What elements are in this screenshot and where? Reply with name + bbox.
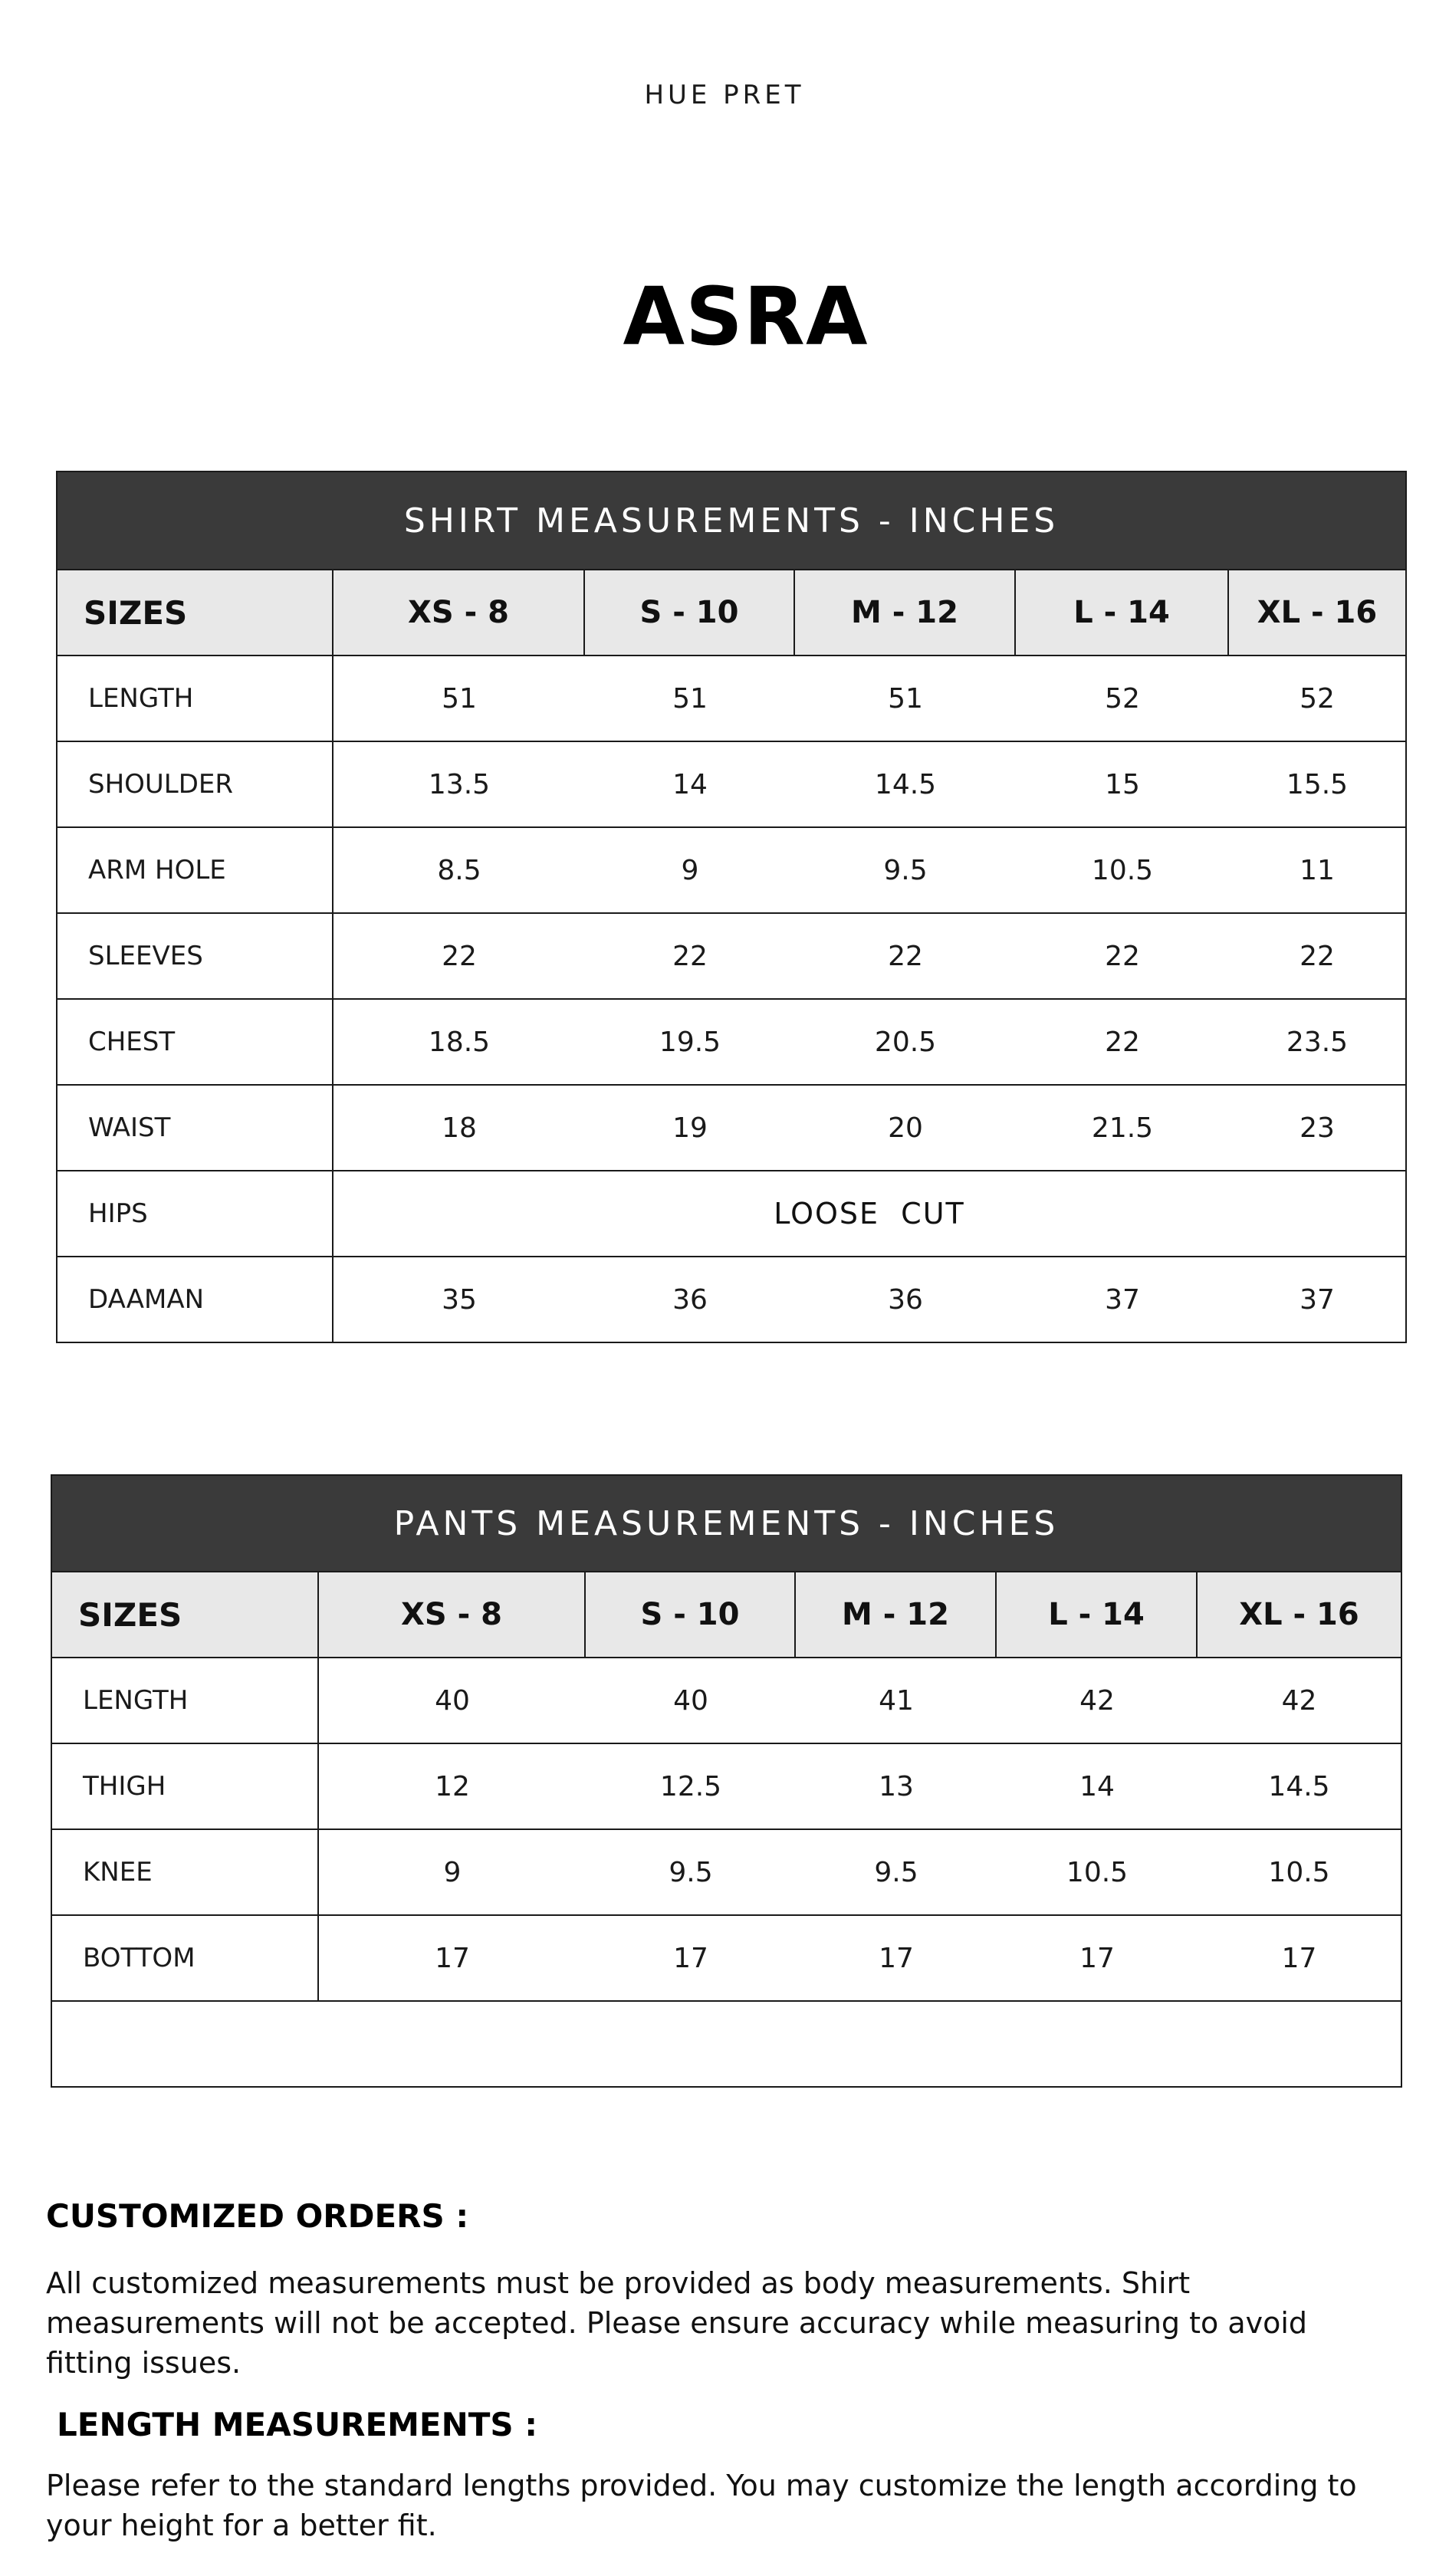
- size-column-header: S - 10: [586, 1572, 796, 1657]
- measurement-value: 22: [888, 940, 923, 972]
- measurement-value: 14: [672, 768, 708, 800]
- measurement-label: DAAMAN: [58, 1257, 334, 1342]
- measurement-value: 52: [1300, 682, 1335, 715]
- measurement-label: LENGTH: [52, 1658, 319, 1743]
- measurement-label: LENGTH: [58, 656, 334, 741]
- measurement-value: 17: [673, 1942, 708, 1974]
- measurement-row: [52, 1743, 1401, 1829]
- measurement-value: 17: [1281, 1942, 1317, 1974]
- measurement-value: 37: [1300, 1283, 1335, 1316]
- measurement-value: 14.5: [874, 768, 937, 800]
- measurement-value: 41: [879, 1684, 914, 1717]
- measurement-value: 8.5: [437, 854, 481, 886]
- measurement-value: 19: [672, 1112, 708, 1144]
- measurement-value: 23.5: [1286, 1026, 1349, 1058]
- measurement-value: 18: [442, 1112, 477, 1144]
- size-column-header: M - 12: [796, 1572, 997, 1657]
- measurement-label: BOTTOM: [52, 1916, 319, 2000]
- measurement-label: WAIST: [58, 1086, 334, 1170]
- measurement-value: 51: [442, 682, 477, 715]
- measurement-value: 12.5: [659, 1770, 722, 1802]
- measurement-value: 22: [672, 940, 708, 972]
- measurement-value: 14: [1079, 1770, 1115, 1802]
- measurement-label: HIPS: [58, 1171, 334, 1256]
- measurement-label: KNEE: [52, 1830, 319, 1914]
- measurement-value: 9: [681, 854, 699, 886]
- pants-measurement-table: [51, 1474, 1402, 2088]
- measurement-value: 9: [443, 1856, 462, 1888]
- measurement-value: 22: [1105, 1026, 1140, 1058]
- measurement-row: [58, 998, 1405, 1084]
- size-column-header: XL - 16: [1239, 1597, 1359, 1632]
- measurement-value: 17: [879, 1942, 914, 1974]
- size-column-header: XS - 8: [334, 570, 585, 655]
- measurement-value: 52: [1105, 682, 1140, 715]
- measurement-row: [58, 741, 1405, 826]
- measurement-value: 10.5: [1268, 1856, 1330, 1888]
- measurement-value: 21.5: [1091, 1112, 1154, 1144]
- sizes-label: SIZES: [58, 570, 334, 655]
- sizes-header-row: [52, 1571, 1401, 1657]
- customized-orders-heading: CUSTOMIZED ORDERS :: [46, 2197, 469, 2235]
- measurement-row: [52, 1914, 1401, 2000]
- measurement-value: 10.5: [1066, 1856, 1129, 1888]
- measurement-value: 20: [888, 1112, 923, 1144]
- measurement-label: SLEEVES: [58, 914, 334, 998]
- measurement-value: 23: [1300, 1112, 1335, 1144]
- measurement-value: 51: [888, 682, 923, 715]
- measurement-value: 18.5: [428, 1026, 491, 1058]
- measurement-label: CHEST: [58, 1000, 334, 1084]
- sizes-label: SIZES: [52, 1572, 319, 1657]
- measurement-row: [58, 912, 1405, 998]
- brand-name: HUE PRET: [644, 80, 805, 110]
- measurement-row: [58, 826, 1405, 912]
- measurement-value: 10.5: [1091, 854, 1154, 886]
- measurement-value: 13.5: [428, 768, 491, 800]
- pants-table-heading: PANTS MEASUREMENTS - INCHES: [52, 1476, 1401, 1571]
- length-measurements-text: Please refer to the standard lengths provided. You may customize the length according to your height for a better fit.: [46, 2469, 1357, 2542]
- measurement-value: 15: [1105, 768, 1140, 800]
- measurement-value: 9.5: [874, 1856, 918, 1888]
- measurement-value: 9.5: [669, 1856, 713, 1888]
- measurement-value: 15.5: [1286, 768, 1349, 800]
- measurement-value: 22: [1300, 940, 1335, 972]
- measurement-row: [52, 1829, 1401, 1914]
- measurement-row: [58, 655, 1405, 741]
- measurement-value: 42: [1079, 1684, 1115, 1717]
- empty-row: [52, 2000, 1401, 2086]
- size-column-header: XS - 8: [319, 1572, 586, 1657]
- measurement-row: [52, 1657, 1401, 1743]
- measurement-value: 9.5: [883, 854, 928, 886]
- measurement-value: 42: [1281, 1684, 1317, 1717]
- measurement-value: 35: [442, 1283, 477, 1316]
- measurement-value: 11: [1300, 854, 1335, 886]
- measurement-value: 37: [1105, 1283, 1140, 1316]
- measurement-value: 12: [435, 1770, 470, 1802]
- size-column-header: M - 12: [795, 570, 1016, 655]
- measurement-value: 22: [442, 940, 477, 972]
- measurement-value: 17: [1079, 1942, 1115, 1974]
- customized-orders-text: All customized measurements must be provided as body measurements. Shirt measurements will not be accepted. Please ensure accuracy while measuring to avoid fitting issues.: [46, 2266, 1308, 2380]
- measurement-row: [58, 1256, 1405, 1342]
- merged-value-cell: LOOSE CUT: [774, 1197, 965, 1230]
- shirt-measurement-table: [56, 471, 1407, 1343]
- measurement-row: [58, 1170, 1405, 1256]
- measurement-value: 36: [888, 1283, 923, 1316]
- measurement-value: 17: [435, 1942, 470, 1974]
- size-column-header: L - 14: [997, 1572, 1198, 1657]
- measurement-value: 36: [672, 1283, 708, 1316]
- measurement-value: 22: [1105, 940, 1140, 972]
- measurement-value: 19.5: [659, 1026, 721, 1058]
- measurement-value: 14.5: [1268, 1770, 1330, 1802]
- size-column-header: XL - 16: [1257, 595, 1378, 630]
- size-column-header: S - 10: [585, 570, 795, 655]
- page-title: ASRA: [623, 270, 869, 363]
- measurement-row: [58, 1084, 1405, 1170]
- sizes-header-row: [58, 569, 1405, 655]
- measurement-label: THIGH: [52, 1744, 319, 1829]
- measurement-value: 40: [435, 1684, 470, 1717]
- measurement-value: 13: [879, 1770, 914, 1802]
- measurement-value: 20.5: [874, 1026, 937, 1058]
- measurement-value: 40: [673, 1684, 708, 1717]
- measurement-label: SHOULDER: [58, 742, 334, 826]
- measurement-label: ARM HOLE: [58, 828, 334, 912]
- measurement-value: 51: [672, 682, 708, 715]
- shirt-table-heading: SHIRT MEASUREMENTS - INCHES: [58, 472, 1405, 569]
- size-column-header: L - 14: [1016, 570, 1229, 655]
- length-measurements-heading: LENGTH MEASUREMENTS :: [57, 2406, 538, 2443]
